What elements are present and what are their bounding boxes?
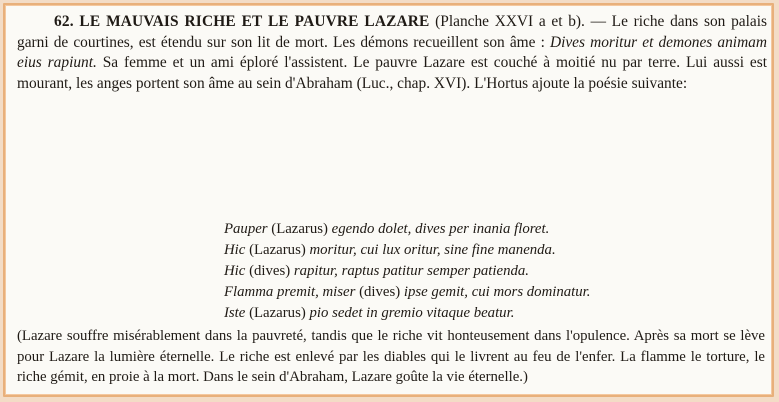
page-frame [3, 3, 774, 397]
poem-text: pio sedet in gremio vitaque beatur. [305, 305, 515, 321]
poem-gloss: (dives) [249, 263, 291, 279]
latin-quote: Dives moritur et demones animam eius rapiunt. [17, 33, 767, 71]
section-number: 62. [54, 13, 74, 30]
section-title: LE MAUVAIS RICHE ET LE PAUVRE LAZARE [79, 13, 430, 30]
description-part-1: — Le riche dans son palais garni de courtines, est étendu sur son lit de mort. Les démons recueillent son âme : [17, 13, 767, 51]
section-paragraph [17, 12, 767, 94]
poem-gloss: (Lazarus) [271, 221, 328, 237]
description-part-2: Sa femme et un ami éploré l'assistent. Le pauvre Lazare est couché à moitié nu par terre. Lui aussi est mourant, les anges portent son âme au sein d'Abraham (Luc., chap. XVI). L'Hortus ajoute la poésie suivante: [17, 54, 767, 92]
poem-line [224, 219, 591, 240]
french-translation: (Lazare souffre misérablement dans la pauvreté, tandis que le riche vit honteusement dans l'opulence. Après sa mort se lève pour Lazare la lumière éternelle. Le riche est enlevé par les diables qui le livrent au feu de l'enfer. La flamme le torture, le riche gémit, en proie à la mort. Dans le sein d'Abraham, Lazare goûte la vie éternelle.) [17, 328, 765, 386]
poem-gloss: (Lazarus) [249, 242, 306, 258]
poem-text: Hic [224, 242, 250, 258]
poem-line [224, 261, 591, 282]
poem-text: Iste [224, 305, 250, 321]
poem-text: egendo dolet, dives per inania floret. [327, 221, 550, 237]
poem-text: Hic [224, 263, 250, 279]
poem-line [224, 282, 591, 303]
latin-poem [224, 219, 591, 324]
poem-text: rapitur, raptus patitur semper patienda. [290, 263, 529, 279]
poem-line [224, 303, 591, 324]
poem-text: ipse gemit, cui mors dominatur. [400, 284, 591, 300]
poem-text: moritur, cui lux oritur, sine fine manenda. [305, 242, 556, 258]
poem-text: Flamma premit, miser [224, 284, 360, 300]
poem-text: Pauper [224, 221, 272, 237]
plate-reference: (Planche XXVI a et b). [435, 13, 585, 30]
poem-line [224, 240, 591, 261]
poem-gloss: (Lazarus) [249, 305, 306, 321]
poem-gloss: (dives) [359, 284, 401, 300]
